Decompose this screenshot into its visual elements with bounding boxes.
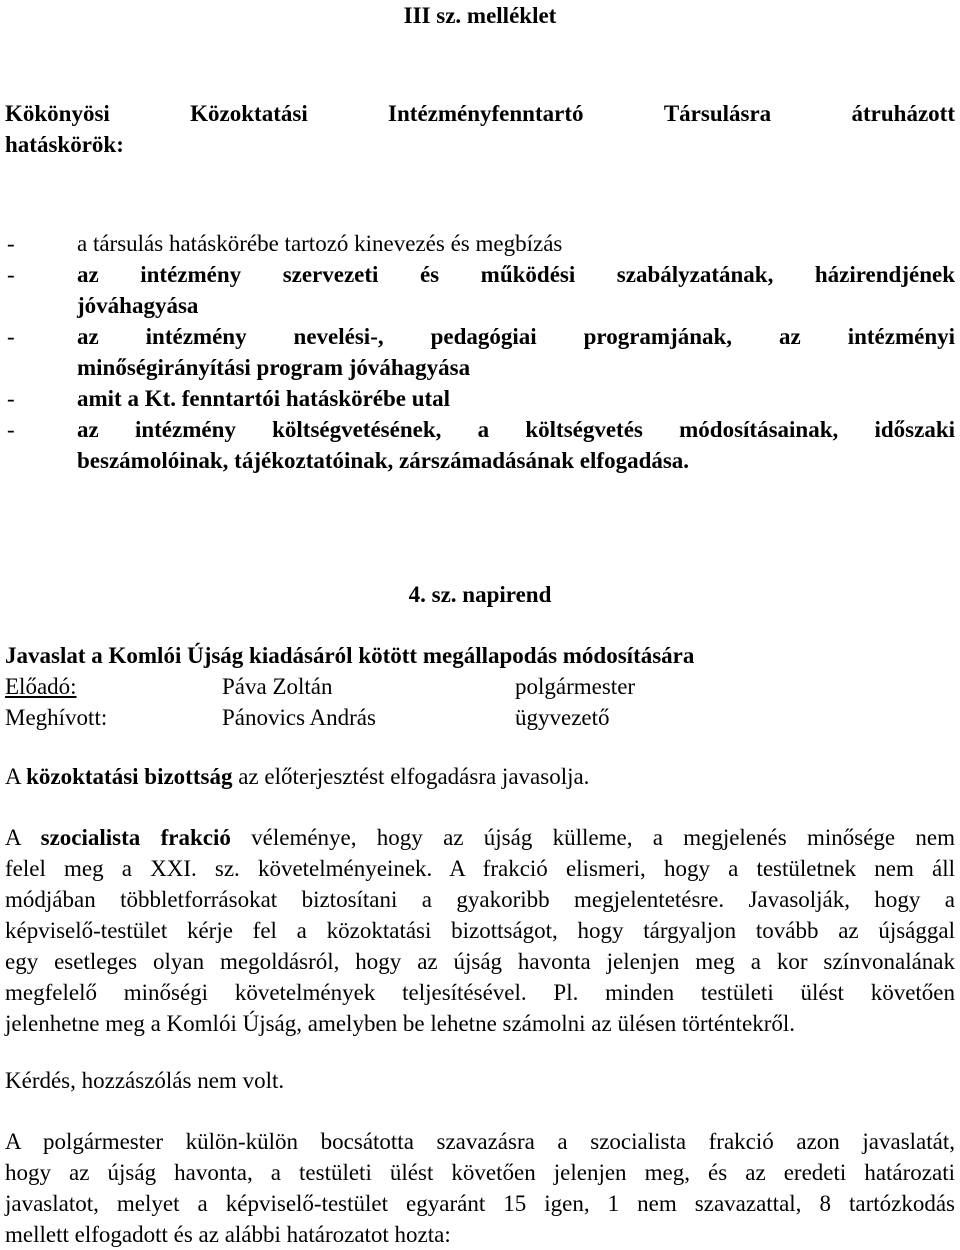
agenda-number: 4. sz. napirend — [408, 582, 552, 607]
list-item — [5, 414, 955, 476]
list-dash: - — [7, 324, 15, 349]
list-item-text: az intézmény költségvetésének, a költségvetés módosításainak, időszaki — [77, 417, 955, 442]
invited-name: Pánovics András — [222, 705, 376, 730]
paragraph-line: A polgármester külön-külön bocsátotta szavazásra a szocialista frakció azon javaslatát, — [5, 1129, 955, 1154]
presenter-role: polgármester — [515, 674, 636, 699]
paragraph-line: hogy az újság havonta, a testületi ülést követően jelenjen meg, és az eredeti határozati — [5, 1160, 955, 1185]
heading-word: Társulásra — [663, 101, 772, 126]
heading-word: Közoktatási — [190, 101, 308, 126]
paragraph-line — [5, 822, 955, 853]
paragraph-line: képviselő-testület kérje fel a közoktatási bizottságot, hogy tárgyaljon tovább az újsággal — [5, 918, 955, 943]
paragraph-line: jelenhetne meg a Komlói Újság, amelyben be lehetne számolni az ülésen történtekről. — [5, 1011, 796, 1036]
presenter-label: Előadó: — [5, 674, 77, 699]
list-dash: - — [7, 386, 15, 411]
mayor-paragraph — [5, 1126, 955, 1250]
list-item-text: jóváhagyása — [77, 293, 199, 318]
socialist-paragraph — [5, 822, 955, 1039]
questions-paragraph: Kérdés, hozzászólás nem volt. — [5, 1068, 285, 1093]
socialist-faction: szocialista frakció — [40, 825, 231, 850]
committee-post: az előterjesztést elfogadásra javasolja. — [232, 764, 590, 789]
list-item-text: a társulás hatáskörébe tartozó kinevezés és megbízás — [77, 231, 563, 256]
list-item — [5, 259, 955, 321]
section-heading — [5, 98, 955, 160]
paragraph-line: egy esetleges olyan megoldásról, hogy az újság havonta jelenjen meg a kor színvonalának — [5, 949, 955, 974]
presenter-name: Páva Zoltán — [222, 674, 333, 699]
list-dash: - — [7, 262, 15, 287]
heading-word: Intézményfenntartó — [388, 101, 584, 126]
paragraph-line: módjában többletforrásokat biztosítani a gyakoribb megjelentetésre. Javasolják, hogy a — [5, 887, 955, 912]
invited-role: ügyvezető — [515, 705, 610, 730]
list-item-text: minőségirányítási program jóváhagyása — [77, 355, 471, 380]
list-item — [5, 321, 955, 383]
committee-pre: A — [5, 764, 27, 789]
heading-line-2: hatáskörök: — [5, 132, 124, 157]
heading-word: átruházott — [851, 101, 955, 126]
heading-word: Kökönyösi — [5, 101, 110, 126]
paragraph-line: felel meg a XXI. sz. követelményeinek. A frakció elismeri, hogy a testületnek nem áll — [5, 856, 955, 881]
list-item — [5, 228, 955, 259]
committee-paragraph — [5, 761, 955, 792]
agenda-title: Javaslat a Komlói Újság kiadásáról kötött megállapodás módosítására — [5, 643, 695, 668]
list-dash: - — [7, 417, 15, 442]
socialist-post: véleménye, hogy az újság külleme, a megjelenés minősége nem — [230, 825, 956, 850]
socialist-pre: A — [5, 825, 41, 850]
competence-list — [5, 228, 955, 476]
committee-name: közoktatási bizottság — [26, 764, 233, 789]
list-item-text: beszámolóinak, tájékoztatóinak, zárszámadásának elfogadása. — [77, 448, 690, 473]
list-item — [5, 383, 955, 414]
paragraph-line: mellett elfogadott és az alábbi határozatot hozta: — [5, 1222, 451, 1247]
invited-label: Meghívott: — [5, 705, 108, 730]
annex-title: III sz. melléklet — [403, 3, 557, 28]
heading-line-1 — [5, 98, 955, 129]
paragraph-line: megfelelő minőségi követelmények teljesítésével. Pl. minden testületi ülést követően — [5, 980, 955, 1005]
paragraph-line: javaslatot, melyet a képviselő-testület egyaránt 15 igen, 1 nem szavazattal, 8 tartózkodás — [5, 1191, 955, 1216]
list-item-text: az intézmény szervezeti és működési szabályzatának, házirendjének — [77, 262, 955, 287]
list-dash: - — [7, 231, 15, 256]
list-item-text: az intézmény nevelési-, pedagógiai programjának, az intézményi — [77, 324, 955, 349]
list-item-text: amit a Kt. fenntartói hatáskörébe utal — [77, 386, 451, 411]
